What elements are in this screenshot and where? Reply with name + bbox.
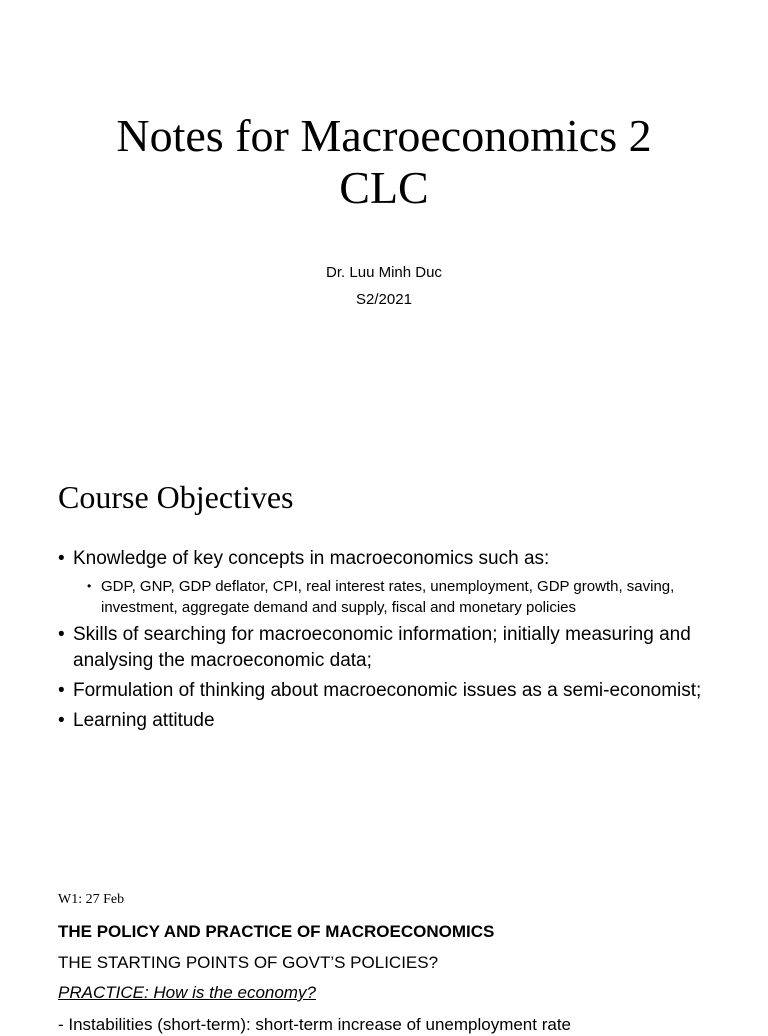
objective-item — [58, 546, 738, 618]
objective-text: Learning attitude — [73, 710, 215, 731]
objective-sub-item: • GDP, GNP, GDP deflator, CPI, real interest rates, unemployment, GDP growth, saving, investment, aggregate demand and supply, fiscal and monetary policies — [73, 576, 738, 618]
week1-slide — [0, 880, 768, 1034]
week-question: THE STARTING POINTS OF GOVT’S POLICIES? — [58, 953, 439, 972]
objectives-slide — [0, 440, 768, 830]
semester-label: S2/2021 — [356, 291, 412, 308]
objectives-list — [58, 546, 738, 738]
objective-sub-list — [73, 576, 738, 618]
objective-item — [58, 708, 738, 734]
objective-item — [58, 678, 738, 704]
objective-text: Skills of searching for macroeconomic information; initially measuring and analysing the macroeconomic data; — [73, 624, 691, 671]
title-slide — [0, 0, 768, 432]
document-title — [0, 110, 768, 214]
week-date-label: W1: 27 Feb — [58, 892, 125, 907]
title-subtitle — [0, 259, 768, 313]
title-line-1: Notes for Macroeconomics 2 — [116, 110, 652, 161]
objective-item — [58, 622, 738, 674]
title-line-2: CLC — [339, 162, 429, 213]
week-practice-label: PRACTICE: How is the economy? — [58, 983, 316, 1002]
week-heading: THE POLICY AND PRACTICE OF MACROECONOMICS — [58, 922, 495, 941]
objectives-heading: Course Objectives — [58, 479, 294, 515]
objective-text: Knowledge of key concepts in macroeconomics such as: — [73, 548, 550, 569]
week-instabilities-line: - Instabilities (short-term): short-term increase of unemployment rate — [58, 1015, 572, 1034]
objective-text: Formulation of thinking about macroeconomic issues as a semi-economist; — [73, 680, 702, 701]
author-name: Dr. Luu Minh Duc — [326, 264, 442, 281]
